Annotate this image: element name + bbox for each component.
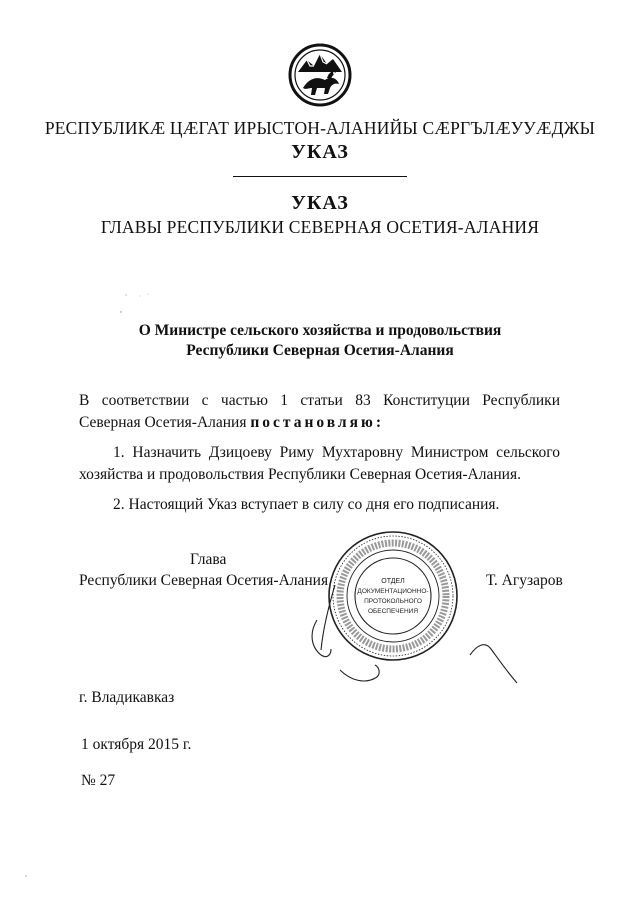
- scan-speck: [22, 872, 30, 880]
- seal-inner-line-3: ПРОТОКОЛЬНОГО: [364, 598, 422, 605]
- header-russian-title: ГЛАВЫ РЕСПУБЛИКИ СЕВЕРНАЯ ОСЕТИЯ-АЛАНИЯ: [100, 217, 540, 237]
- seal-inner-line-1: ОТДЕЛ: [381, 578, 405, 585]
- decree-heading-russian: УКАЗ: [291, 192, 349, 214]
- header-ossetian-title: РЕСПУБЛИКӔ ЦӔГАТ ИРЫСТОН-АЛАНИЙЫ СӔРГЪЛӔУУӔДЖЫ: [44, 118, 596, 138]
- signatory-name: Т. Агузаров: [486, 572, 563, 589]
- item-1-line-2: хозяйства и продовольствия Республики Северная Осетия-Алания.: [79, 466, 521, 483]
- preamble-line-2: [79, 414, 384, 432]
- decree-heading-ossetian: УКАЗ: [291, 141, 349, 163]
- signatory-title-line-1: Глава: [190, 551, 227, 568]
- handwritten-signature: [295, 585, 545, 695]
- preamble-text: Северная Осетия-Алания: [79, 414, 247, 431]
- decree-subject-line-2: Республики Северная Осетия-Алания: [186, 342, 454, 359]
- scan-specks: [118, 292, 178, 317]
- header-divider: [233, 176, 407, 177]
- preamble-line-1: В соответствии с частью 1 статьи 83 Конституции Республики: [79, 392, 560, 409]
- decree-keyword: постановляю:: [250, 414, 385, 431]
- decree-subject-line-1: О Министре сельского хозяйства и продовольствия: [138, 322, 502, 339]
- decree-date: 1 октября 2015 г.: [81, 736, 192, 753]
- place-of-signing: г. Владикавказ: [79, 689, 175, 706]
- seal-inner-line-4: ОБЕСПЕЧЕНИЯ: [367, 608, 419, 615]
- coat-of-arms-emblem: [287, 42, 353, 108]
- seal-inner-line-2: ДОКУМЕНТАЦИОННО-: [357, 588, 429, 595]
- item-1-line-1: 1. Назначить Дзицоеву Риму Мухтаровну Министром сельского: [113, 444, 560, 461]
- signatory-title-line-2: Республики Северная Осетия-Алания: [79, 572, 329, 589]
- item-2: 2. Настоящий Указ вступает в силу со дня его подписания.: [113, 496, 500, 513]
- decree-number: № 27: [81, 772, 116, 789]
